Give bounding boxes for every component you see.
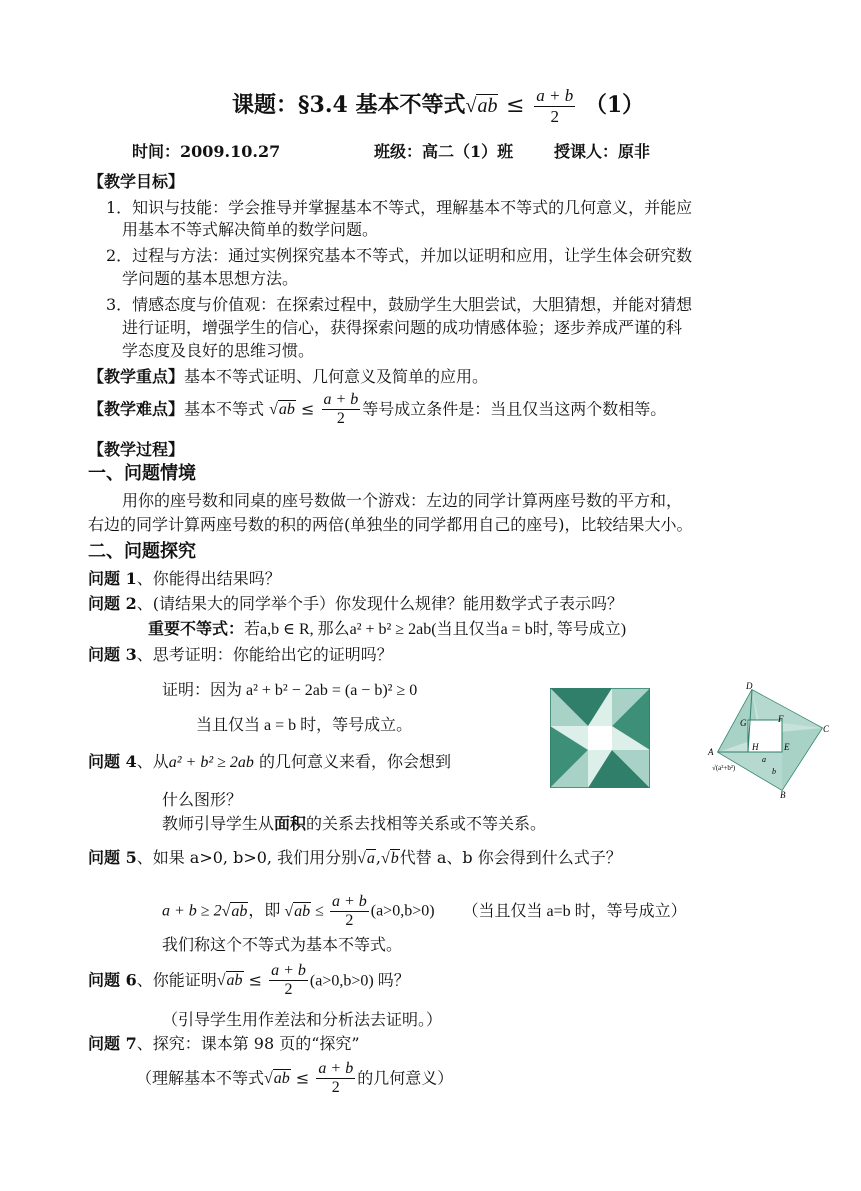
title-sqrt: √ab bbox=[465, 95, 498, 118]
title-leq: ≤ bbox=[506, 93, 525, 119]
label-b: b bbox=[772, 767, 776, 776]
meta-teacher: 授课人：原非 bbox=[554, 142, 651, 161]
question-7-label: 问题 7 bbox=[88, 1034, 137, 1053]
process-header: 【教学过程】 bbox=[88, 440, 185, 459]
formula-sqrt-ab: √ab bbox=[221, 902, 248, 920]
question-3 bbox=[88, 645, 393, 664]
goal-3-line-3: 学态度及良好的思维习惯。 bbox=[122, 341, 315, 360]
goal-3-line-2: 进行证明，增强学生的信心，获得探索问题的成功情感体验；逐步养成严谨的科 bbox=[122, 318, 683, 337]
tri-bottom-right bbox=[780, 728, 822, 790]
formula-leq: ≤ bbox=[315, 902, 324, 920]
formula-left: a + b ≥ 2 bbox=[162, 902, 222, 920]
formula-connector: ，即 bbox=[248, 902, 281, 920]
question-4-pre: 、从 bbox=[136, 752, 169, 771]
section-2-title: 二、问题探究 bbox=[88, 541, 196, 562]
question-1 bbox=[88, 569, 281, 588]
label-F: F bbox=[778, 714, 784, 724]
question-3-text: 、思考证明：你能给出它的证明吗？ bbox=[136, 645, 393, 664]
formula-condition: (a>0,b>0) bbox=[370, 902, 435, 920]
question-3-label: 问题 3 bbox=[88, 645, 137, 664]
focus-header: 【教学重点】 bbox=[88, 367, 185, 386]
q6-fraction: $\frac{a + b}{2}$ bbox=[271, 962, 306, 999]
section-1-line-1: 用你的座号数和同桌的座号数做一个游戏：左边的同学计算两座号数的平方和， bbox=[122, 491, 683, 510]
question-2 bbox=[88, 594, 623, 613]
question-5 bbox=[88, 848, 622, 868]
formula-note: （当且仅当 a=b 时，等号成立） bbox=[462, 902, 687, 920]
question-5-summary: 我们称这个不等式为基本不等式。 bbox=[162, 935, 403, 954]
question-6 bbox=[88, 962, 410, 1000]
question-5-pre: 、如果 a>0, b>0, 我们用分别 bbox=[136, 848, 358, 867]
q6-sqrt-ab: √ab bbox=[216, 972, 243, 990]
label-diagonal: √(a²+b²) bbox=[712, 764, 736, 772]
question-6-pre: 、你能证明 bbox=[136, 970, 217, 990]
question-4-post: 的几何意义来看，你会想到 bbox=[253, 752, 451, 771]
question-1-text: 、你能得出结果吗？ bbox=[136, 569, 281, 588]
difficulty-pre: 基本不等式 bbox=[184, 399, 265, 419]
question-6-hint: （引导学生用作差法和分析法去证明。） bbox=[162, 1010, 443, 1029]
label-A: A bbox=[708, 747, 714, 757]
difficulty-leq: ≤ bbox=[301, 399, 315, 419]
question-5-label: 问题 5 bbox=[88, 848, 137, 867]
goals-header: 【教学目标】 bbox=[88, 172, 185, 191]
question-4-line-2: 什么图形？ bbox=[162, 790, 243, 809]
label-G: G bbox=[740, 718, 747, 728]
difficulty-sqrt: √ab bbox=[269, 401, 295, 419]
question-4-line-3 bbox=[162, 814, 546, 833]
figure-inner-square bbox=[588, 726, 612, 750]
question-7-post: 的几何意义） bbox=[357, 1068, 454, 1088]
pinwheel-square-figure bbox=[550, 688, 650, 788]
question-4-label: 问题 4 bbox=[88, 752, 137, 771]
labeled-square-figure bbox=[704, 680, 830, 798]
goal-3-line-1: 3．情感态度与价值观：在探索过程中，鼓励学生大胆尝试，大胆猜想，并能对猜想 bbox=[106, 295, 693, 314]
focus-line bbox=[88, 367, 488, 386]
section-1-line-2: 右边的同学计算两座号数的积的两倍(单独坐的同学都用自己的座号)，比较结果大小。 bbox=[88, 515, 693, 534]
difficulty-post: 等号成立条件是：当且仅当这两个数相等。 bbox=[362, 399, 667, 419]
goal-2-line-2: 学问题的基本思想方法。 bbox=[122, 269, 299, 288]
label-H: H bbox=[752, 742, 759, 752]
label-C: C bbox=[823, 724, 830, 734]
meta-class: 班级：高二（1）班 bbox=[374, 142, 514, 161]
title-prefix: 课题：§3.4 基本不等式 bbox=[232, 92, 466, 119]
label-a: a bbox=[762, 755, 766, 764]
important-inequality bbox=[148, 619, 626, 639]
important-inequality-text: 若a,b ∈ R, 那么a² + b² ≥ 2ab(当且仅当a = b时, 等号成立) bbox=[244, 621, 627, 638]
q7-fraction: $\frac{a + b}{2}$ bbox=[318, 1060, 354, 1097]
title-suffix: （1） bbox=[584, 92, 645, 119]
question-5-comma: , bbox=[375, 848, 381, 867]
question-6-label: 问题 6 bbox=[88, 970, 137, 990]
question-4-formula: a² + b² ≥ 2ab bbox=[168, 754, 254, 771]
goal-1-line-1: 1．知识与技能：学会推导并掌握基本不等式，理解基本不等式的几何意义，并能应 bbox=[106, 198, 693, 217]
meta-time: 时间：2009.10.27 bbox=[132, 142, 281, 161]
section-1-title: 一、问题情境 bbox=[88, 463, 196, 484]
question-2-label: 问题 2 bbox=[88, 594, 137, 613]
q6-leq: ≤ bbox=[248, 970, 263, 990]
question-7-text: 、探究：课本第 98 页的“探究” bbox=[136, 1034, 360, 1053]
question-7-pre: （理解基本不等式 bbox=[136, 1068, 265, 1088]
label-E: E bbox=[784, 742, 790, 752]
question-4-line-3-pre: 教师引导学生从 bbox=[162, 814, 275, 833]
question-3-equality: 当且仅当 a = b 时，等号成立。 bbox=[196, 717, 413, 734]
question-4 bbox=[88, 752, 451, 772]
label-D: D bbox=[746, 681, 753, 691]
question-3-proof: 证明：因为 a² + b² − 2ab = (a − b)² ≥ 0 bbox=[162, 682, 418, 699]
focus-text: 基本不等式证明、几何意义及简单的应用。 bbox=[184, 367, 489, 386]
sqrt-a: √a bbox=[357, 850, 375, 867]
question-6-cond: (a>0,b>0) 吗？ bbox=[309, 972, 410, 990]
question-4-line-3-post: 的关系去找相等关系或不等关系。 bbox=[306, 814, 547, 833]
question-7-note bbox=[136, 1060, 453, 1098]
formula-sqrt-ab-2: √ab bbox=[284, 902, 311, 920]
important-inequality-label: 重要不等式： bbox=[148, 619, 245, 638]
formula-fraction: $\frac{a + b}{2}$ bbox=[331, 893, 367, 930]
difficulty-line bbox=[88, 391, 666, 429]
question-7 bbox=[88, 1034, 360, 1053]
label-B: B bbox=[780, 790, 786, 798]
question-2-text: 、(请结果大的同学举个手）你发现什么规律？能用数学式子表示吗？ bbox=[136, 594, 623, 613]
question-1-label: 问题 1 bbox=[88, 569, 137, 588]
question-5-formula bbox=[162, 893, 687, 931]
sqrt-b: √b bbox=[380, 850, 399, 867]
goal-2-line-1: 2．过程与方法：通过实例探究基本不等式，并加以证明和应用，让学生体会研究数 bbox=[106, 246, 693, 265]
page-title bbox=[232, 86, 644, 126]
q7-leq: ≤ bbox=[295, 1068, 310, 1088]
difficulty-fraction: $\frac{a + b}{2}$ bbox=[323, 391, 359, 428]
goal-1-line-2: 用基本不等式解决简单的数学问题。 bbox=[122, 220, 379, 239]
question-5-mid: 代替 a、b 你会得到什么式子？ bbox=[399, 848, 622, 867]
difficulty-header: 【教学难点】 bbox=[88, 399, 185, 419]
q7-sqrt-ab: √ab bbox=[264, 1070, 290, 1088]
question-4-area-emphasis: 面积 bbox=[274, 814, 307, 833]
title-fraction: $\frac{a + b}{2}$ bbox=[536, 86, 574, 126]
